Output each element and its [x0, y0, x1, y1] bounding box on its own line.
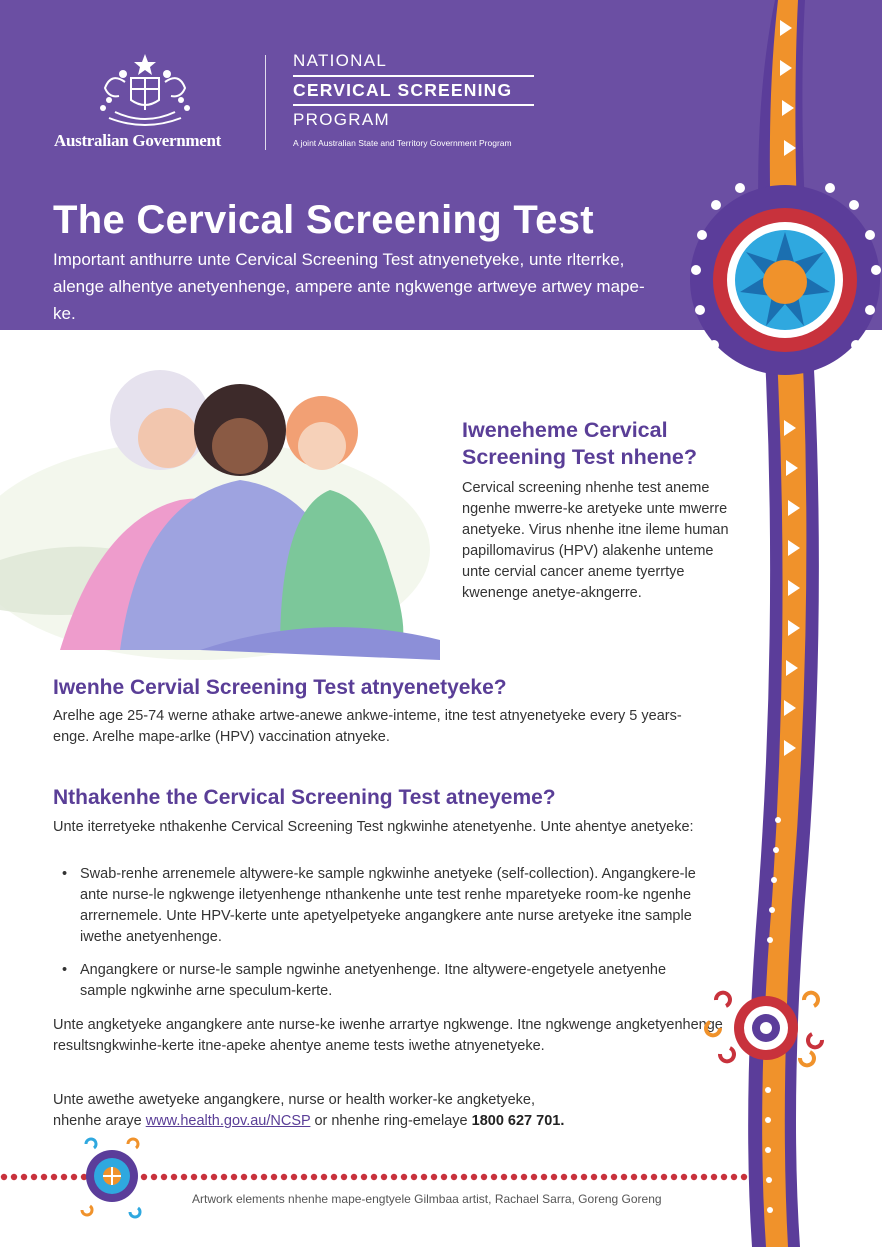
border-dot [11, 1174, 17, 1180]
ncsp-website-link[interactable]: www.health.gov.au/NCSP [145, 1113, 311, 1129]
question-what-is-test: Iweneheme Cervical Screening Test nhene? [462, 418, 697, 469]
border-dot [371, 1174, 377, 1180]
border-dot [211, 1174, 217, 1180]
contact-line2-middle: or nhenhe ring-emelaye [310, 1113, 472, 1129]
border-dot [441, 1174, 447, 1180]
list-item: • Angangkere or nurse-le sample ngwinhe anetyenhenge. Itne altywere-engetyele anetyenhe sample ngkwinhe arne speculum-kerte. [53, 960, 713, 1002]
border-dot [381, 1174, 387, 1180]
ncsp-logo-line2: CERVICAL SCREENING [293, 80, 513, 100]
border-dot [341, 1174, 347, 1180]
border-dot [1, 1174, 7, 1180]
ncsp-logo-line3: PROGRAM [293, 110, 390, 129]
border-dot [41, 1174, 47, 1180]
border-dot [271, 1174, 277, 1180]
question-how-is-test-done: Nthakenhe the Cervical Screening Test atneyeme? [53, 786, 556, 809]
border-dot [621, 1174, 627, 1180]
contact-line2-prefix: nhenhe araye [53, 1113, 146, 1129]
border-dot [551, 1174, 557, 1180]
ncsp-logo-rule-bottom [293, 104, 534, 106]
what-is-test-body: Cervical screening nhenhe test aneme ngenhe mwerre-ke aretyeke unte mwerre anetyeke. Virus nhenhe itne ileme human papillomavirus (HPV) alakenhe unteme unte cervial cancer aneme tyerrtye kwenenge anetye-akngerre. [462, 480, 729, 601]
ncsp-logo-line1: NATIONAL [293, 51, 388, 70]
phone-number: 1800 627 701. [471, 1113, 565, 1129]
border-dot [361, 1174, 367, 1180]
border-dot [451, 1174, 457, 1180]
border-dot [601, 1174, 607, 1180]
border-dot [291, 1174, 297, 1180]
border-dot [301, 1174, 307, 1180]
border-dot [321, 1174, 327, 1180]
ncsp-joint-program: A joint Australian State and Territory Government Program [293, 138, 512, 148]
list-item: • Swab-renhe arrenemele altywere-ke sample ngkwinhe anetyeke (self-collection). Angangkere-le ante nurse-le ngkwenge iletyenhenge nthankenhe unte test renhe mparetyeke room-ke ngenhe arrernemele. Unte HPV-kerte unte apetyelpetyeke angangkere ante nurse aretyeke itne sample iwethe anetyenhenge. [53, 864, 713, 948]
border-dot [401, 1174, 407, 1180]
who-needs-test-body: Arelhe age 25-74 werne athake artwe-anewe ankwe-inteme, itne test atnyenetyeke every 5 years-enge. Arelhe mape-arlke (HPV) vaccination atnyeke. [53, 708, 682, 745]
border-dot [411, 1174, 417, 1180]
border-dot [281, 1174, 287, 1180]
border-dot [651, 1174, 657, 1180]
question-who-needs-test: Iwenhe Cervial Screening Test atnyenetyeke? [53, 676, 507, 699]
border-dot [191, 1174, 197, 1180]
border-dot [231, 1174, 237, 1180]
border-dot [561, 1174, 567, 1180]
border-dot [511, 1174, 517, 1180]
border-dot [251, 1174, 257, 1180]
indigenous-artwork-band [680, 0, 882, 1247]
border-dot [61, 1174, 67, 1180]
border-dot [611, 1174, 617, 1180]
border-dot [641, 1174, 647, 1180]
border-dot [481, 1174, 487, 1180]
border-dot [671, 1174, 677, 1180]
border-dot [431, 1174, 437, 1180]
border-dot [591, 1174, 597, 1180]
contact-line1: Unte awethe awetyeke angangkere, nurse or health worker-ke angketyeke, [53, 1092, 536, 1108]
border-dot [261, 1174, 267, 1180]
border-dot [161, 1174, 167, 1180]
border-dot [221, 1174, 227, 1180]
logo-divider [265, 55, 266, 150]
page-title: The Cervical Screening Test [53, 198, 594, 242]
circle-artwork-icon [72, 1128, 152, 1224]
border-dot [571, 1174, 577, 1180]
three-women-illustration [0, 350, 460, 660]
results-paragraph: Unte angketyeke angangkere ante nurse-ke iwenhe arrartye ngkwenge. Itne ngkwenge angketyenhenge resultsngkwinhe-kerte itne-apeke ahentye aneme tests iwethe atnyenetyeke. [53, 1017, 723, 1054]
test-options-list [53, 864, 713, 1014]
border-dot [391, 1174, 397, 1180]
border-dot [31, 1174, 37, 1180]
border-dot [21, 1174, 27, 1180]
border-dot [531, 1174, 537, 1180]
border-dot [471, 1174, 477, 1180]
page-subtitle: Important anthurre unte Cervical Screening Test atnyenetyeke, unte rlterrke, alenge alhentye anetyenhenge, ampere ante ngkwenge artweye artwey mape-ke. [53, 250, 645, 323]
border-dot [541, 1174, 547, 1180]
border-dot [331, 1174, 337, 1180]
coat-of-arms-icon [95, 52, 195, 128]
artwork-credit: Artwork elements nhenhe mape-engtyele Gilmbaa artist, Rachael Sarra, Goreng Goreng [192, 1192, 662, 1206]
border-dot [661, 1174, 667, 1180]
border-dot [51, 1174, 57, 1180]
small-medallion-icon [706, 993, 822, 1066]
government-name: Australian Government [54, 131, 221, 150]
contact-paragraph [53, 1090, 733, 1132]
how-is-test-done-intro: Unte iterretyeke nthakenhe Cervical Screening Test ngkwinhe atenetyenhe. Unte ahentye anetyeke: [53, 819, 694, 835]
ncsp-logo-rule-top [293, 75, 534, 77]
border-dot [201, 1174, 207, 1180]
border-dot [631, 1174, 637, 1180]
border-dot [421, 1174, 427, 1180]
border-dot [171, 1174, 177, 1180]
border-dot [351, 1174, 357, 1180]
border-dot [521, 1174, 527, 1180]
border-dot [461, 1174, 467, 1180]
border-dot [581, 1174, 587, 1180]
border-dot [501, 1174, 507, 1180]
border-dot [311, 1174, 317, 1180]
border-dot [241, 1174, 247, 1180]
border-dot [491, 1174, 497, 1180]
border-dot [181, 1174, 187, 1180]
